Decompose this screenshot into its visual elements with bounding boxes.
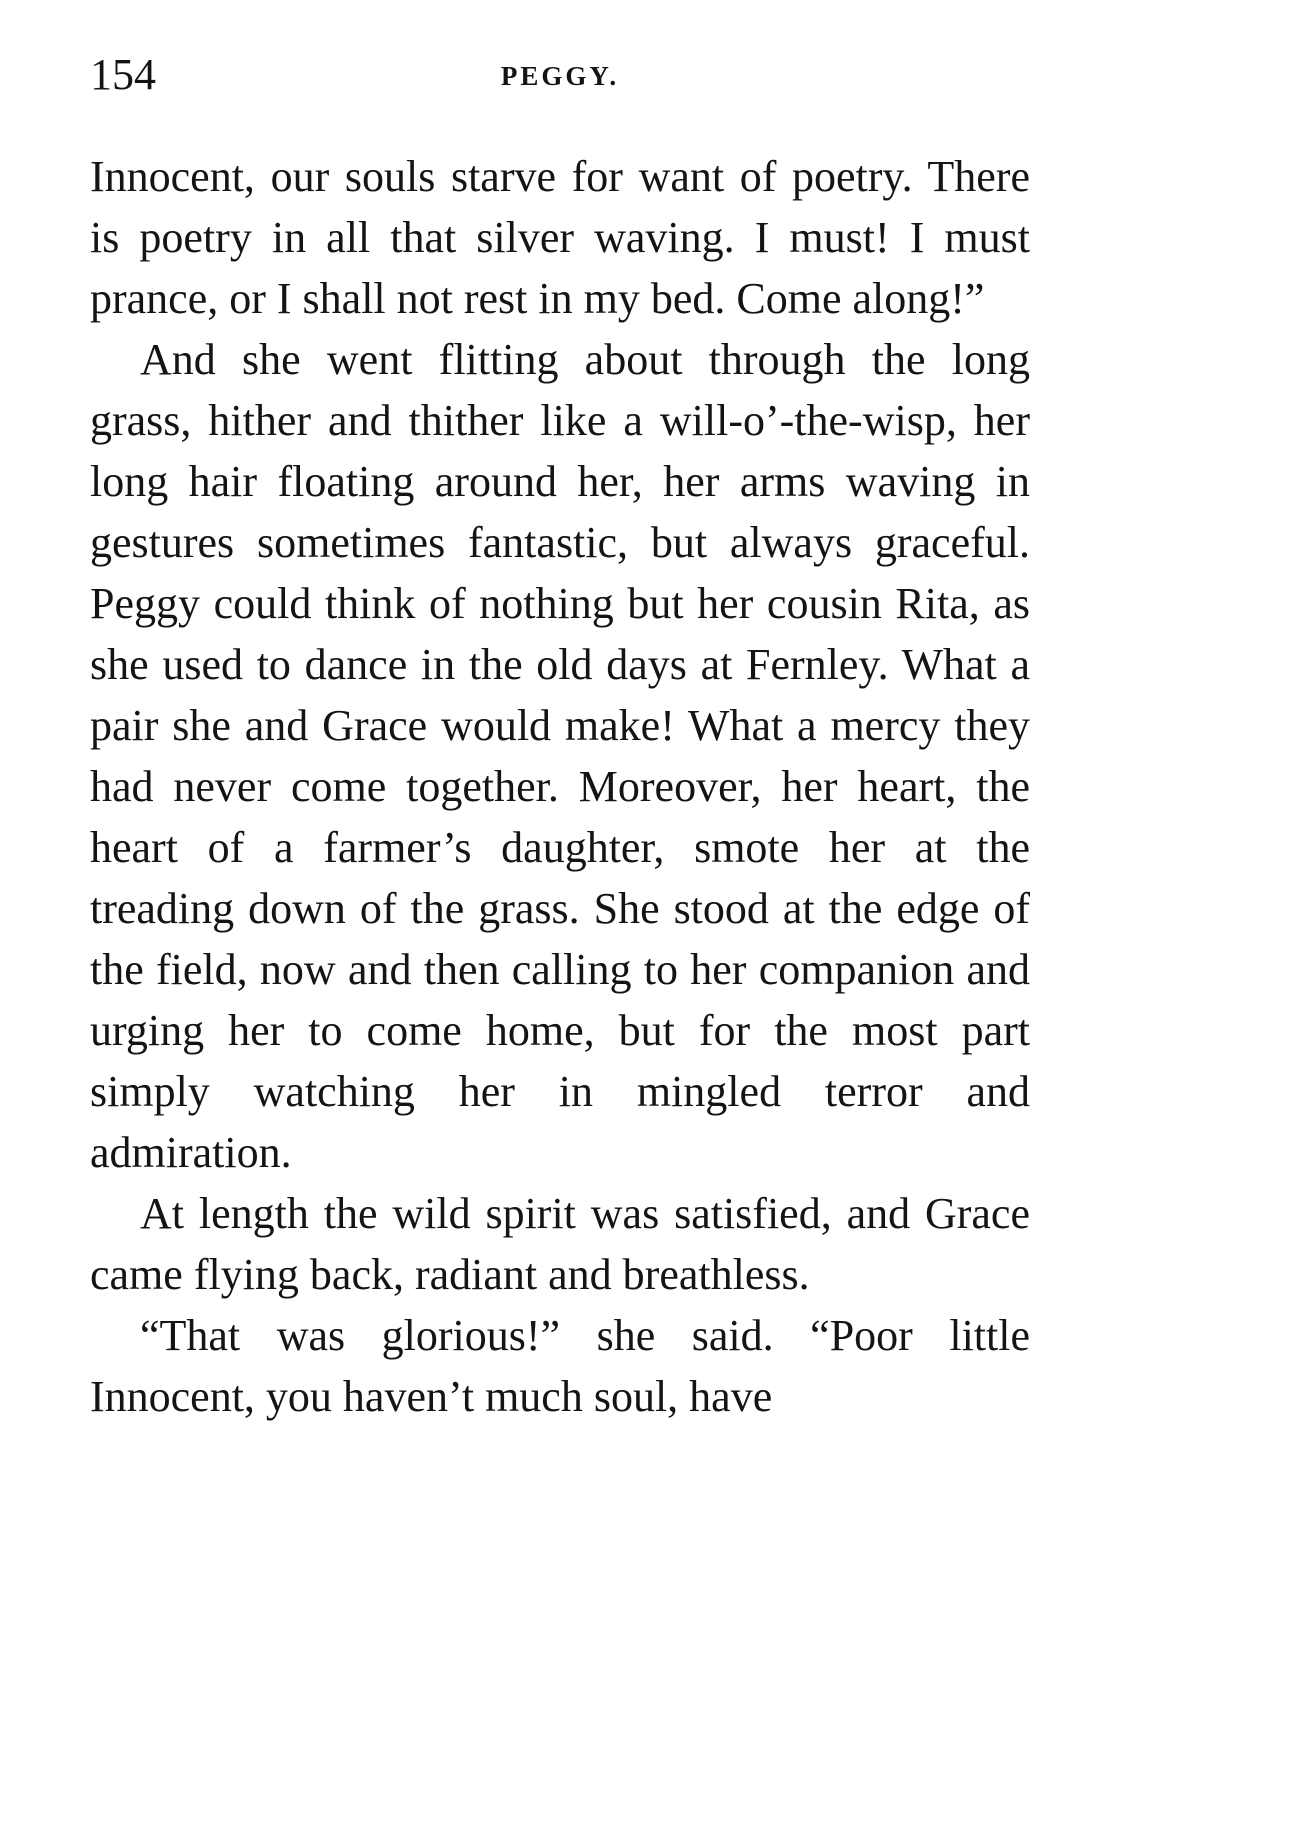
paragraph-continued: Innocent, our souls starve for want of poetry. There is poetry in all that silver waving. I must! I must prance, or I shall not rest in my bed. Come along!”	[90, 152, 1030, 323]
body-text	[90, 146, 1030, 1427]
page-header	[90, 50, 1030, 100]
paragraph: At length the wild spirit was satisfied, and Grace came flying back, radiant and breathless.	[90, 1189, 1030, 1299]
paragraph: “That was glorious!” she said. “Poor little Innocent, you haven’t much soul, have	[90, 1311, 1030, 1421]
running-head: PEGGY.	[500, 61, 620, 91]
page-number: 154	[90, 50, 156, 99]
paragraph: And she went flitting about through the long grass, hither and thither like a will-o’-the-wisp, her long hair floating around her, her arms waving in gestures sometimes fantastic, but always graceful. Peggy could think of nothing but her cousin Rita, as she used to dance in the old days at Fernley. What a pair she and Grace would make! What a mercy they had never come together. Moreover, her heart, the heart of a farmer’s daughter, smote her at the treading down of the grass. She stood at the edge of the field, now and then calling to her companion and urging her to come home, but for the most part simply watching her in mingled terror and admiration.	[90, 335, 1030, 1177]
